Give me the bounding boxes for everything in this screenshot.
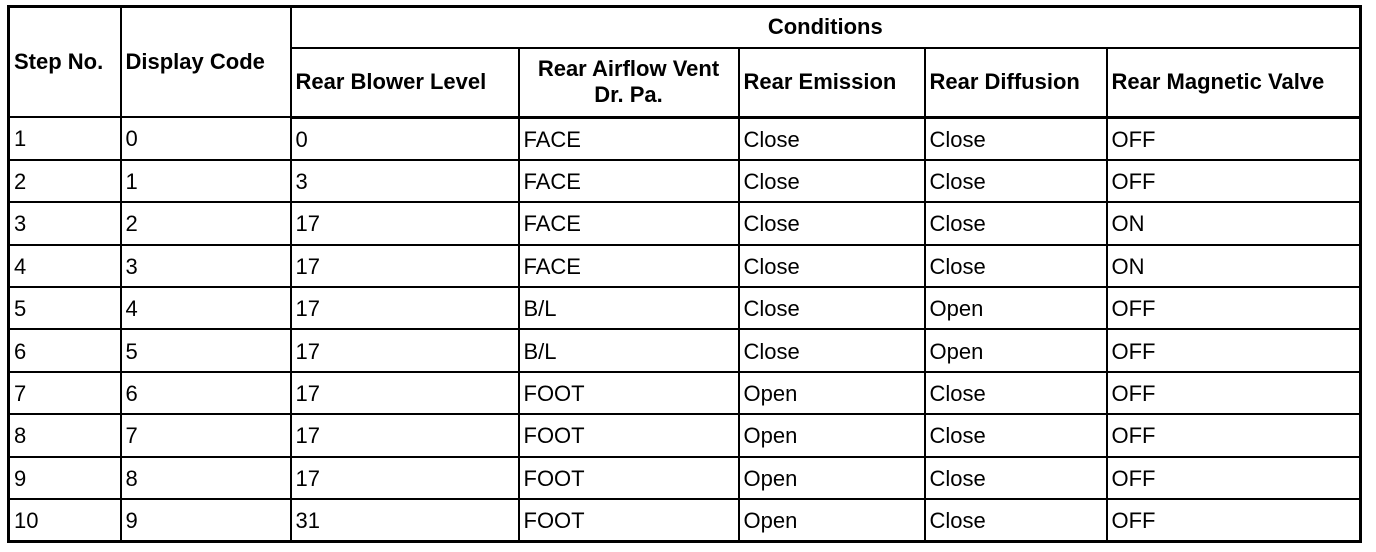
cell-step: 6 — [9, 329, 121, 371]
cell-step: 9 — [9, 457, 121, 499]
cell-blower-level: 3 — [291, 160, 519, 202]
header-rear-emission: Rear Emission — [739, 48, 925, 117]
cell-diffusion: Close — [925, 457, 1107, 499]
header-rear-blower-level: Rear Blower Level — [291, 48, 519, 117]
conditions-table — [7, 5, 1362, 543]
cell-diffusion: Open — [925, 287, 1107, 329]
cell-diffusion: Close — [925, 499, 1107, 542]
cell-blower-level: 17 — [291, 287, 519, 329]
cell-airflow-vent: FOOT — [519, 457, 739, 499]
table-row — [9, 245, 1361, 287]
cell-airflow-vent: FOOT — [519, 499, 739, 542]
cell-emission: Open — [739, 499, 925, 542]
cell-diffusion: Close — [925, 117, 1107, 160]
cell-step: 5 — [9, 287, 121, 329]
cell-step: 3 — [9, 202, 121, 244]
cell-airflow-vent: FACE — [519, 160, 739, 202]
cell-airflow-vent: FOOT — [519, 372, 739, 414]
cell-blower-level: 17 — [291, 329, 519, 371]
cell-display-code: 4 — [121, 287, 291, 329]
header-rear-magnetic-valve: Rear Magnetic Valve — [1107, 48, 1361, 117]
cell-blower-level: 17 — [291, 245, 519, 287]
table-row — [9, 287, 1361, 329]
cell-diffusion: Close — [925, 372, 1107, 414]
cell-blower-level: 31 — [291, 499, 519, 542]
cell-magnetic-valve: OFF — [1107, 117, 1361, 160]
cell-magnetic-valve: OFF — [1107, 160, 1361, 202]
header-rear-airflow-vent-line1: Rear Airflow Vent — [537, 56, 720, 82]
cell-display-code: 2 — [121, 202, 291, 244]
header-rear-airflow-vent-line2: Dr. Pa. — [594, 82, 663, 108]
table-row — [9, 202, 1361, 244]
cell-magnetic-valve: OFF — [1107, 499, 1361, 542]
cell-airflow-vent: FACE — [519, 117, 739, 160]
cell-emission: Open — [739, 414, 925, 456]
cell-diffusion: Close — [925, 202, 1107, 244]
cell-blower-level: 17 — [291, 457, 519, 499]
cell-step: 8 — [9, 414, 121, 456]
cell-step: 4 — [9, 245, 121, 287]
cell-emission: Close — [739, 329, 925, 371]
cell-display-code: 6 — [121, 372, 291, 414]
table-row — [9, 499, 1361, 542]
cell-emission: Close — [739, 287, 925, 329]
cell-magnetic-valve: OFF — [1107, 372, 1361, 414]
cell-blower-level: 17 — [291, 414, 519, 456]
cell-display-code: 0 — [121, 117, 291, 160]
table-row — [9, 414, 1361, 456]
table-row — [9, 329, 1361, 371]
cell-display-code: 1 — [121, 160, 291, 202]
cell-airflow-vent: B/L — [519, 329, 739, 371]
header-display-code: Display Code — [121, 7, 291, 118]
cell-airflow-vent: B/L — [519, 287, 739, 329]
cell-blower-level: 0 — [291, 117, 519, 160]
cell-emission: Close — [739, 245, 925, 287]
cell-magnetic-valve: OFF — [1107, 457, 1361, 499]
header-rear-airflow-vent — [519, 48, 739, 117]
cell-magnetic-valve: OFF — [1107, 329, 1361, 371]
cell-diffusion: Open — [925, 329, 1107, 371]
cell-step: 10 — [9, 499, 121, 542]
cell-magnetic-valve: ON — [1107, 245, 1361, 287]
table-row — [9, 372, 1361, 414]
cell-emission: Close — [739, 117, 925, 160]
table-row — [9, 160, 1361, 202]
cell-emission: Open — [739, 457, 925, 499]
cell-diffusion: Close — [925, 414, 1107, 456]
cell-step: 2 — [9, 160, 121, 202]
cell-display-code: 8 — [121, 457, 291, 499]
cell-display-code: 9 — [121, 499, 291, 542]
cell-magnetic-valve: ON — [1107, 202, 1361, 244]
cell-airflow-vent: FACE — [519, 202, 739, 244]
table-row — [9, 117, 1361, 160]
cell-display-code: 5 — [121, 329, 291, 371]
header-rear-diffusion: Rear Diffusion — [925, 48, 1107, 117]
cell-blower-level: 17 — [291, 202, 519, 244]
cell-emission: Close — [739, 202, 925, 244]
header-row-top — [9, 7, 1361, 48]
cell-magnetic-valve: OFF — [1107, 414, 1361, 456]
cell-blower-level: 17 — [291, 372, 519, 414]
header-conditions: Conditions — [291, 7, 1361, 48]
cell-step: 1 — [9, 117, 121, 160]
cell-step: 7 — [9, 372, 121, 414]
cell-emission: Open — [739, 372, 925, 414]
cell-airflow-vent: FOOT — [519, 414, 739, 456]
cell-diffusion: Close — [925, 245, 1107, 287]
cell-display-code: 7 — [121, 414, 291, 456]
header-step-no: Step No. — [9, 7, 121, 118]
cell-airflow-vent: FACE — [519, 245, 739, 287]
cell-display-code: 3 — [121, 245, 291, 287]
cell-magnetic-valve: OFF — [1107, 287, 1361, 329]
cell-diffusion: Close — [925, 160, 1107, 202]
cell-emission: Close — [739, 160, 925, 202]
table-row — [9, 457, 1361, 499]
